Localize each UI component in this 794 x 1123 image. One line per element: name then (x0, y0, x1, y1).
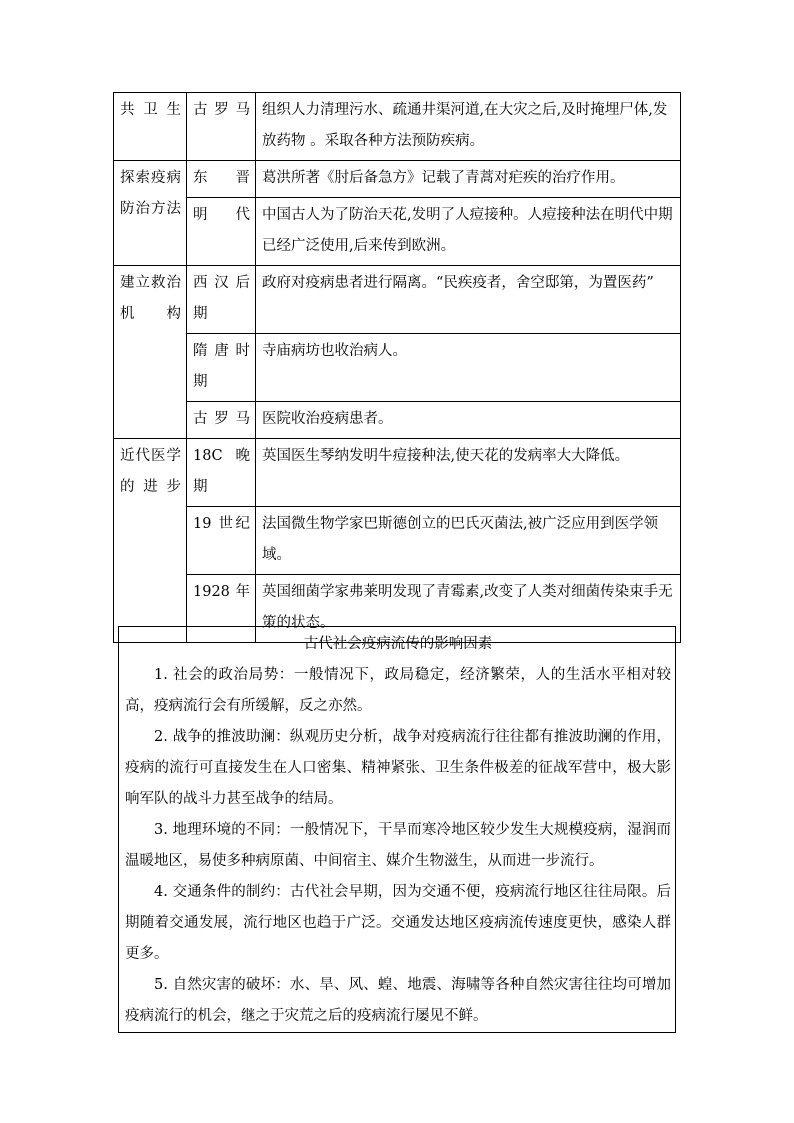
table-row (114, 334, 681, 402)
period-cell: 明代 (187, 198, 256, 266)
note-paragraph: 1. 社会的政治局势：一般情况下，政局稳定，经济繁荣，人的生活水平相对较高，疫病流行会有所缓解，反之亦然。 (125, 667, 671, 714)
category-cell: 探索疫病防治方法 (114, 161, 187, 266)
period-cell: 19 世纪 (187, 507, 256, 575)
note-title: 古代社会疫病流传的影响因素 (303, 636, 493, 652)
content-cell: 英国医生琴纳发明牛痘接种法,使天花的发病率大大降低。 (256, 439, 681, 507)
category-cell: 共卫生 (114, 93, 187, 161)
note-box (118, 626, 676, 1033)
period-cell: 18C 晚期 (187, 439, 256, 507)
period-cell: 古罗马 (187, 93, 256, 161)
note-paragraph: 5. 自然灾害的破坏：水、旱、风、蝗、地震、海啸等各种自然灾害往往均可增加疫病流行的机会，继之于灾荒之后的疫病流行屡见不鲜。 (125, 977, 671, 1024)
table-row (114, 198, 681, 266)
table-row (114, 161, 681, 198)
note-paragraph: 4. 交通条件的制约：古代社会早期，因为交通不便，疫病流行地区往往局限。后期随着交通发展，流行地区也趋于广泛。交通发达地区疫病流传速度更快，感染人群更多。 (125, 884, 671, 962)
content-cell: 葛洪所著《肘后备急方》记载了青蒿对疟疾的治疗作用。 (256, 161, 681, 198)
table-row (114, 507, 681, 575)
note-paragraph: 3. 地理环境的不同：一般情况下，干旱而寒冷地区较少发生大规模疫病，湿润而温暖地区，易使多种病原菌、中间宿主、媒介生物滋生，从而进一步流行。 (125, 822, 671, 869)
period-cell: 隋唐时期 (187, 334, 256, 402)
period-cell: 1928 年 (187, 575, 256, 643)
content-cell: 医院收治疫病患者。 (256, 402, 681, 439)
period-cell: 东晋 (187, 161, 256, 198)
note-paragraph: 2. 战争的推波助澜：纵观历史分析，战争对疫病流行往往都有推波助澜的作用，疫病的流行可直接发生在人口密集、精神紧张、卫生条件极差的征战军营中，极大影响军队的战斗力甚至战争的结局。 (125, 729, 671, 807)
content-cell: 法国微生物学家巴斯德创立的巴氏灭菌法,被广泛应用到医学领域。 (256, 507, 681, 575)
table-row (114, 266, 681, 334)
category-cell: 建立救治机构 (114, 266, 187, 439)
content-cell: 中国古人为了防治天花,发明了人痘接种。人痘接种法在明代中期已经广泛使用,后来传到欧洲。 (256, 198, 681, 266)
content-cell: 寺庙病坊也收治病人。 (256, 334, 681, 402)
table-row (114, 402, 681, 439)
period-cell: 古罗马 (187, 402, 256, 439)
table-row (114, 93, 681, 161)
category-cell: 近代医学的进步 (114, 439, 187, 643)
content-cell: 组织人力清理污水、疏通井渠河道,在大灾之后,及时掩埋尸体,发放药物 。采取各种方法预防疾病。 (256, 93, 681, 161)
history-table (113, 92, 681, 643)
table-row (114, 439, 681, 507)
period-cell: 西汉后期 (187, 266, 256, 334)
content-cell: 政府对疫病患者进行隔离。“民疾疫者，舍空邸第，为置医药” (256, 266, 681, 334)
content-cell: 英国细菌学家弗莱明发现了青霉素,改变了人类对细菌传染束手无策的状态。 (256, 575, 681, 643)
